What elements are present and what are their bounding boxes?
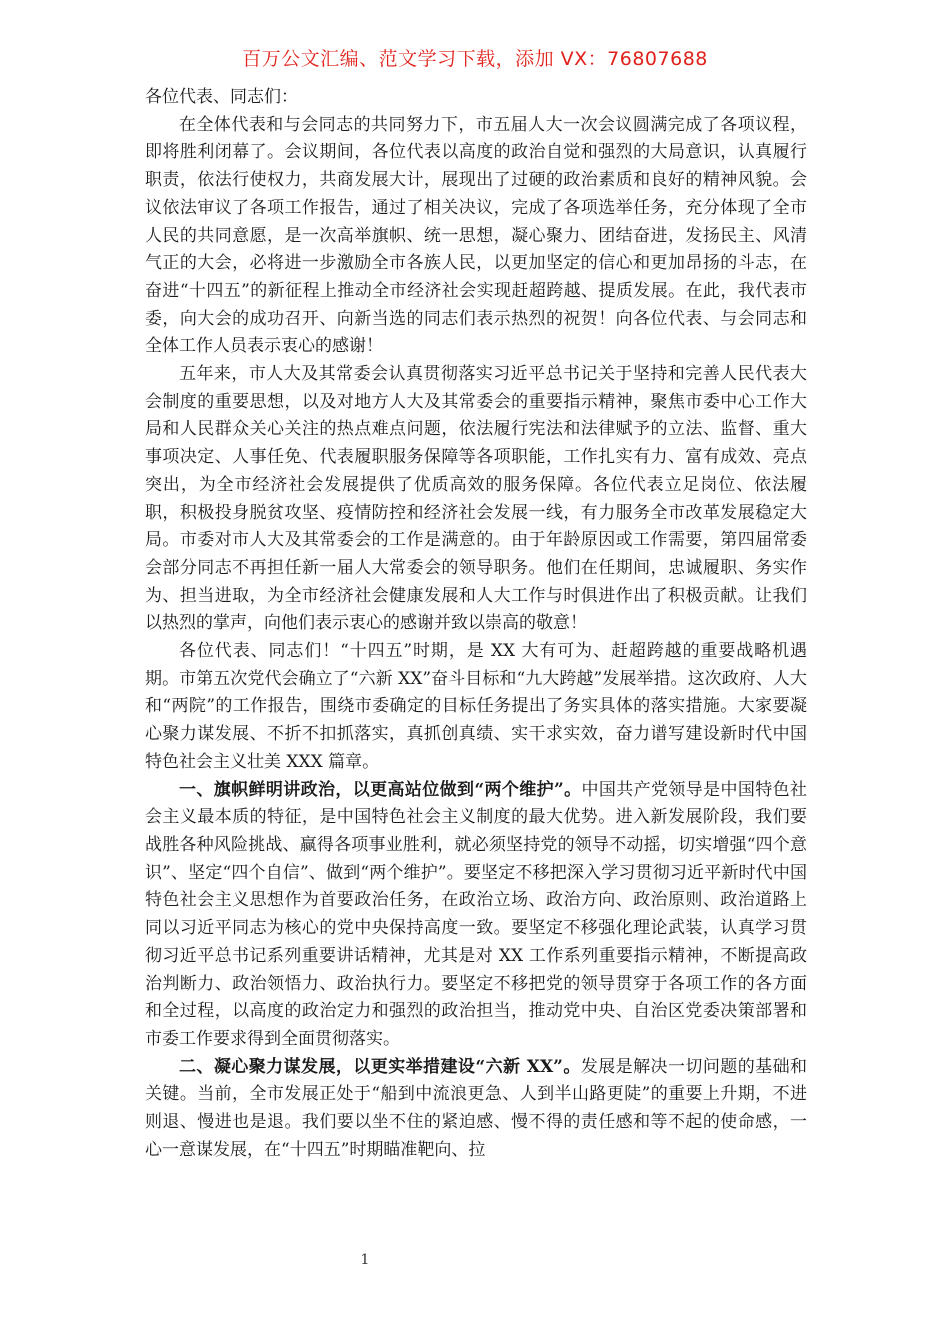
salutation: 各位代表、同志们： [145, 87, 298, 107]
paragraph-4 [145, 777, 807, 1054]
paragraph-5 [145, 1054, 807, 1165]
paragraph-2-text: 五年来，市人大及其常委会认真贯彻落实习近平总书记关于坚持和完善人民代表大会制度的重要思想，以及对地方人大及其常委会的重要指示精神，聚焦市委中心工作大局和人民群众关心关注的热点难点问题，依法履行宪法和法律赋予的立法、监督、重大事项决定、人事任免、代表履职服务保障等各项职能，工作扎实有力、富有成效、亮点突出，为全市经济社会发展提供了优质高效的服务保障。各位代表立足岗位、依法履职，积极投身脱贫攻坚、疫情防控和经济社会发展一线，有力服务全市改革发展稳定大局。市委对市人大及其常委会的工作是满意的。由于年龄原因或工作需要，第四届常委会部分同志不再担任新一届人大常委会的领导职务。他们在任期间，忠诚履职、务实作为、担当进取，为全市经济社会健康发展和人大工作与时俱进作出了积极贡献。让我们以热烈的掌声，向他们表示衷心的感谢并致以崇高的敬意！ [145, 364, 807, 634]
page-number: 1 [360, 1252, 370, 1268]
paragraph-5-text: 发展是解决一切问题的基础和关键。当前，全市发展正处于“船到中流浪更急、人到半山路更陡”的重要上升期，不进则退、慢进也是退。我们要以坐不住的紧迫感、慢不得的责任感和等不起的使命感，一心一意谋发展，在“十四五”时期瞄准靶向、拉 [145, 1056, 808, 1160]
section-heading-2: 二、凝心聚力谋发展，以更实举措建设“六新 XX”。 [179, 1056, 581, 1077]
paragraph-3 [145, 638, 807, 777]
section-heading-1: 一、旗帜鲜明讲政治，以更高站位做到“两个维护”。 [179, 779, 582, 800]
paragraph-3-text: 各位代表、同志们！“十四五”时期，是 XX 大有可为、赶超跨越的重要战略机遇期。市第五次党代会确立了“六新 XX”奋斗目标和“九大跨越”发展举措。这次政府、人大和“两院”的工作报告，围绕市委确定的目标任务提出了务实具体的落实措施。大家要凝心聚力谋发展、不折不扣抓落实，真抓创真绩、实干求实效，奋力谱写建设新时代中国特色社会主义壮美 XXX 篇章。 [145, 641, 807, 772]
paragraph-1 [145, 112, 807, 361]
document-body [145, 84, 807, 1164]
paragraph-1-text: 在全体代表和与会同志的共同努力下，市五届人大一次会议圆满完成了各项议程，即将胜利闭幕了。会议期间，各位代表以高度的政治自觉和强烈的大局意识，认真履行职责，依法行使权力，共商发展大计，展现出了过硬的政治素质和良好的精神风貌。会议依法审议了各项工作报告，通过了相关决议，完成了各项选举任务，充分体现了全市人民的共同意愿，是一次高举旗帜、统一思想，凝心聚力、团结奋进，发扬民主、风清气正的大会，必将进一步激励全市各族人民，以更加坚定的信心和更加昂扬的斗志，在奋进“十四五”的新征程上推动全市经济社会实现赶超跨越、提质发展。在此，我代表市委，向大会的成功召开、向新当选的同志们表示热烈的祝贺！向各位代表、与会同志和全体工作人员表示衷心的感谢！ [145, 114, 807, 357]
paragraph-4-text: 中国共产党领导是中国特色社会主义最本质的特征，是中国特色社会主义制度的最大优势。进入新发展阶段，我们要战胜各种风险挑战、赢得各项事业胜利，就必须坚持党的领导不动摇，切实增强“四个意识”、坚定“四个自信”、做到“两个维护”。要坚定不移把深入学习贯彻习近平新时代中国特色社会主义思想作为首要政治任务，在政治立场、政治方向、政治原则、政治道路上同以习近平同志为核心的党中央保持高度一致。要坚定不移强化理论武装，认真学习贯彻习近平总书记系列重要讲话精神，尤其是对 XX 工作系列重要指示精神，不断提高政治判断力、政治领悟力、政治执行力。要坚定不移把党的领导贯穿于各项工作的各方面和全过程，以高度的政治定力和强烈的政治担当，推动党中央、自治区党委决策部署和市委工作要求得到全面贯彻落实。 [145, 779, 807, 1049]
header-banner: 百万公文汇编、范文学习下载，添加 VX：76807688 [242, 48, 708, 70]
paragraph-2 [145, 361, 807, 638]
